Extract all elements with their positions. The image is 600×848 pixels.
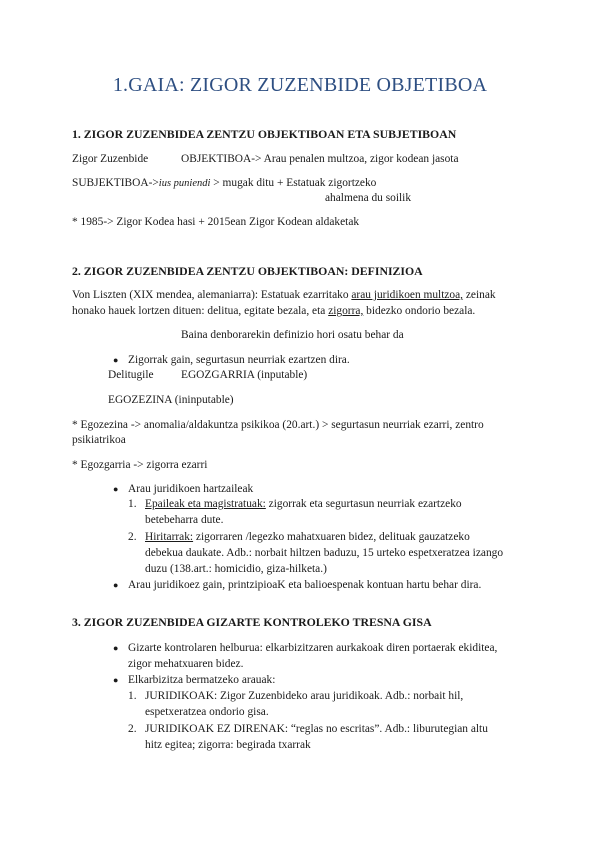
s2-bullet1: Zigorrak gain, segurtasun neurriak ezartzen dira.: [128, 354, 350, 366]
s2-para-line1: [72, 288, 496, 302]
s2-note1-cont: psikiatrikoa: [72, 434, 126, 446]
s1-line2-a: SUBJEKTIBOA->: [72, 177, 159, 189]
s2-note2: * Egozgarria -> zigorra ezarri: [72, 459, 208, 471]
s2-bullet2: Arau juridikoen hartzaileak: [128, 483, 254, 495]
ordered-num-2: 2.: [128, 723, 137, 735]
s1-line2-italic: ius puniendi: [158, 178, 211, 189]
s2-delitugile: Delitugile: [108, 369, 154, 381]
s2-para-line2: [72, 304, 475, 318]
s3-ordered1-cont: espetxeratzea ondorio gisa.: [145, 706, 269, 718]
s2-p2b: zigorra,: [328, 305, 364, 317]
bullet-icon: ●: [113, 675, 119, 685]
s2-para-line3: Baina denborarekin definizio hori osatu behar da: [181, 329, 404, 341]
ordered-num-1: 1.: [128, 690, 137, 702]
s2-p1b: arau juridikoen multzoa,: [351, 289, 464, 301]
s2-ordered2-cont2: duzu (138.art.: homicidio, giza-hilketa.): [145, 563, 327, 575]
ordered-num-1: 1.: [128, 498, 137, 510]
bullet-icon: ●: [113, 580, 119, 590]
s3-ordered1: JURIDIKOAK: Zigor Zuzenbideko arau juridikoak. Adb.: norbait hil,: [145, 690, 464, 702]
s3-ordered2-cont: hitz egitea; zigorra: begirada txarrak: [145, 739, 311, 751]
s1-line2: [72, 176, 376, 191]
s2-egozgarria: EGOZGARRIA (inputable): [181, 369, 308, 381]
bullet-icon: ●: [113, 643, 119, 653]
s1-note: * 1985-> Zigor Kodea hasi + 2015ean Zigor Kodean aldaketak: [72, 216, 360, 228]
section-2-heading: 2. ZIGOR ZUZENBIDEA ZENTZU OBJEKTIBOAN: DEFINIZIOA: [72, 264, 423, 278]
s2-note1: * Egozezina -> anomalia/aldakuntza psikikoa (20.art.) > segurtasun neurriak ezarri, zentro: [72, 419, 484, 431]
ordered-num-2: 2.: [128, 531, 137, 543]
s2-ordered1: [145, 497, 462, 511]
s2-o2a: Hiritarrak:: [145, 531, 194, 543]
s2-p2a: honako hauek lortzen dituen: delitua, egitate bezala, eta: [72, 305, 329, 317]
s3-bullet1: Gizarte kontrolaren helburua: elkarbizitzaren aurkakoak diren portaerak ekiditea,: [128, 642, 498, 654]
section-3-heading: 3. ZIGOR ZUZENBIDEA GIZARTE KONTROLEKO TRESNA GISA: [72, 615, 432, 629]
s1-line2-cont: ahalmena du soilik: [325, 192, 412, 204]
s2-ordered1-cont: betebeharra dute.: [145, 514, 224, 526]
s2-o2b: zigorraren /legezko mahatxuaren bidez, delituak gauzatzeko: [193, 531, 470, 543]
s2-bullet3: Arau juridikoez gain, printzipioaK eta balioespenak kontuan hartu behar dira.: [128, 579, 482, 591]
s3-ordered2: JURIDIKOAK EZ DIRENAK: “reglas no escritas”. Adb.: liburutegian altu: [145, 723, 488, 735]
s2-p2c: bidezko ondorio bezala.: [363, 305, 476, 317]
s1-line2-c: > mugak ditu + Estatuak zigortzeko: [210, 177, 377, 189]
s1-line1-label: Zigor Zuzenbide: [72, 153, 149, 165]
s2-egozezina: EGOZEZINA (ininputable): [108, 394, 234, 406]
section-1-heading: 1. ZIGOR ZUZENBIDEA ZENTZU OBJEKTIBOAN ETA SUBJETIBOAN: [72, 127, 457, 141]
s2-p1c: zeinak: [463, 289, 496, 301]
s2-o1b: zigorrak eta segurtasun neurriak ezartzeko: [265, 498, 462, 510]
s2-ordered2: [145, 530, 470, 544]
page-title: 1.GAIA: ZIGOR ZUZENBIDE OBJETIBOA: [112, 74, 488, 96]
s3-bullet1-cont: zigor mehatxuaren bidez.: [128, 658, 244, 670]
s2-o1a: Epaileak eta magistratuak:: [145, 498, 266, 510]
bullet-icon: ●: [113, 355, 119, 365]
s2-p1a: Von Liszten (XIX mendea, alemaniarra): Estatuak ezarritako: [72, 289, 352, 301]
s1-line1-text: OBJEKTIBOA-> Arau penalen multzoa, zigor kodean jasota: [181, 153, 459, 165]
s3-bullet2: Elkarbizitza bermatzeko arauak:: [128, 674, 276, 686]
bullet-icon: ●: [113, 484, 119, 494]
s2-ordered2-cont1: debekua daukate. Adb.: norbait hiltzen baduzu, 15 urteko espetxeratzea izango: [145, 547, 504, 559]
